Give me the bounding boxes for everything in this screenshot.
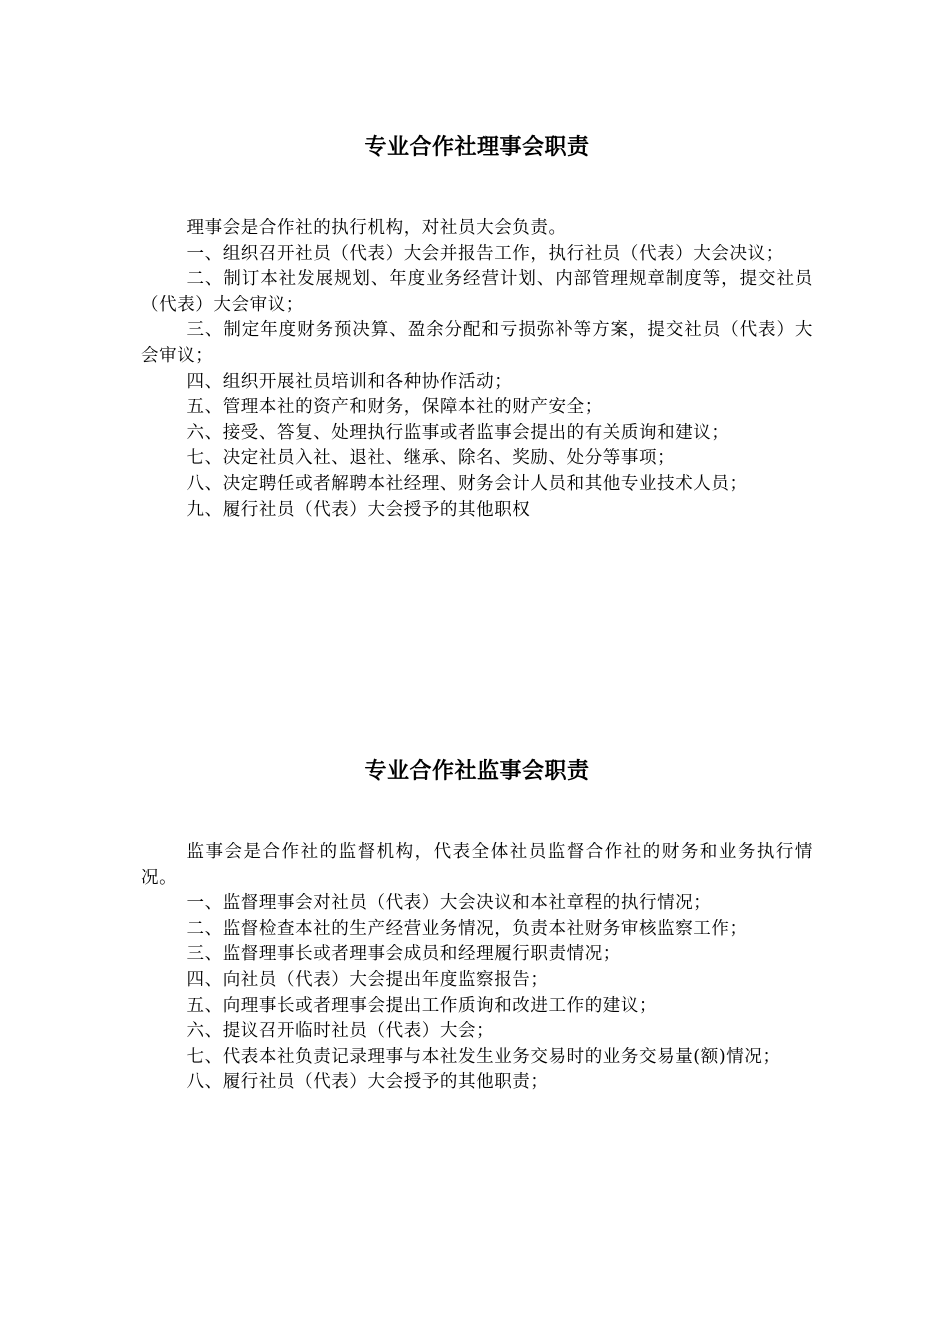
paragraph: 四、组织开展社员培训和各种协作活动； (186, 371, 513, 392)
section-title: 专业合作社监事会职责 (364, 759, 590, 784)
section-title: 专业合作社理事会职责 (364, 135, 590, 160)
paragraph: 三、制定年度财务预决算、盈余分配和亏损弥补等方案，提交社员（代表）大会审议； (141, 320, 813, 366)
section-body (141, 216, 813, 523)
paragraph: 三、监督理事长或者理事会成员和经理履行职责情况； (186, 944, 621, 965)
paragraph: 二、制订本社发展规划、年度业务经营计划、内部管理规章制度等，提交社员（代表）大会审议； (141, 269, 813, 315)
paragraph: 监事会是合作社的监督机构，代表全体社员监督合作社的财务和业务执行情况。 (141, 842, 813, 888)
paragraph: 一、组织召开社员（代表）大会并报告工作，执行社员（代表）大会决议； (186, 243, 784, 264)
paragraph: 二、监督检查本社的生产经营业务情况，负责本社财务审核监察工作； (186, 918, 748, 939)
paragraph: 四、向社员（代表）大会提出年度监察报告； (186, 969, 549, 990)
paragraph: 五、向理事长或者理事会提出工作质询和改进工作的建议； (186, 995, 658, 1016)
paragraph: 六、提议召开临时社员（代表）大会； (186, 1021, 495, 1042)
board-of-supervisors-section (141, 752, 813, 1096)
paragraph: 八、履行社员（代表）大会授予的其他职责； (186, 1072, 549, 1093)
paragraph: 五、管理本社的资产和财务，保障本社的财产安全； (186, 397, 603, 418)
paragraph: 八、决定聘任或者解聘本社经理、财务会计人员和其他专业技术人员； (186, 473, 748, 494)
paragraph: 理事会是合作社的执行机构，对社员大会负责。 (186, 218, 567, 238)
paragraph: 七、代表本社负责记录理事与本社发生业务交易时的业务交易量(额)情况； (186, 1046, 781, 1067)
paragraph: 九、履行社员（代表）大会授予的其他职权 (186, 499, 531, 520)
paragraph: 六、接受、答复、处理执行监事或者监事会提出的有关质询和建议； (186, 422, 730, 443)
section-body (141, 840, 813, 1096)
board-of-directors-section (141, 128, 813, 523)
paragraph: 一、监督理事会对社员（代表）大会决议和本社章程的执行情况； (186, 893, 712, 914)
paragraph: 七、决定社员入社、退社、继承、除名、奖励、处分等事项； (186, 448, 676, 469)
